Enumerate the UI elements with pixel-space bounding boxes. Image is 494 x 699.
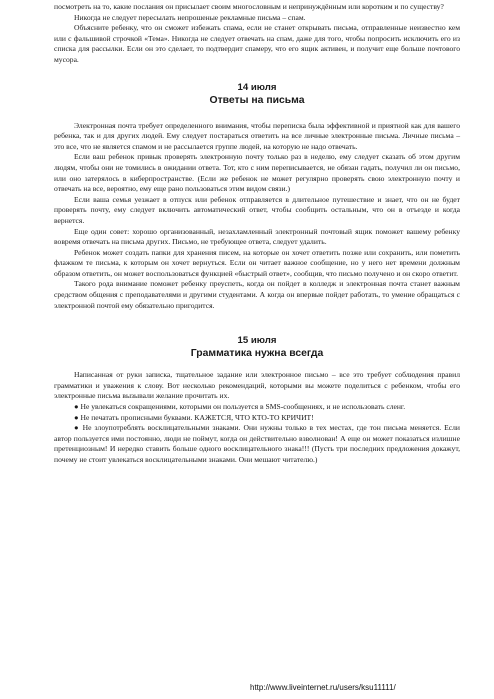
section-heading [54,335,460,360]
paragraph: Ребенок может создать папки для хранения писем, на которые он хочет ответить позже или сохранить, или пометить флажком те письма, к которым он хочет вернуться. Если он читает важное сообщение, но у него нет времени должным образом ответить, он может воспользоваться функцией «быстрый ответ», сообщив, что письмо получено и он скоро ответит. [54,247,460,278]
source-url: http://www.liveinternet.ru/users/ksu11111/ [250,683,396,692]
paragraph: Объясните ребенку, что он сможет избежать спама, если не станет открывать письма, отправленные неизвестно кем или с фальшивой строчкой «Тема». Никогда не следует отвечать на спам, даже для того, чтобы попросить исключить его из списка для рассылки. Если он это сделает, то подтвердит спамеру, что его ящик активен, и получит еще больше почтового мусора. [54,23,460,64]
section-date: 14 июля [237,81,277,93]
paragraph: Электронная почта требует определенного внимания, чтобы переписка была эффективной и приятной как для вашего ребенка, так и для других людей. Ему следует постараться ответить на все личные электронные письма. Личные письма – это все, что не является спамом и не рассылается группе людей, на которую не надо отвечать. [54,120,460,151]
paragraph: Такого рода внимание поможет ребенку преуспеть, когда он пойдет в колледж и электронная почта станет важным средством общения с преподавателями и другими студентами. А когда он впервые пойдет работать, то умение обращаться с электронной почтой ему обязательно пригодится. [54,279,460,310]
bullet-item: ● Не злоупотреблять восклицательными знаками. Они нужны только в тех местах, где тон письма меняется. Если автор пользуется ими постоянно, люди не поймут, когда он действительно взволнован! А еще он может показаться излишне претенциозным! И нередко ставить больше одного восклицательного знака!!! (Пусть три последних предложения докажут, почему не стоит увлекаться восклицательными знаками. Они мешают читателю.) [54,423,460,464]
section-title: Грамматика нужна всегда [190,348,324,360]
bullet-item: ● Не увлекаться сокращениями, которыми он пользуется в SMS-сообщениях, и не использовать сленг. [74,402,406,412]
section-heading [54,82,460,107]
section-title: Ответы на письма [209,94,305,106]
section-date: 15 июля [237,335,277,347]
paragraph: Написанная от руки записка, тщательное задание или электронное письмо – все это требует соблюдения правил грамматики и уважения к слову. Вот несколько рекомендаций, которыми вы можете поделиться с ребенком, чтобы его электронные письма вызывали желание прочитать их. [54,370,460,401]
paragraph: Никогда не следует пересылать непрошеные рекламные письма – спам. [74,12,306,22]
paragraph: Если ваша семья уезжает в отпуск или ребенок отправляется в длительное путешествие и знает, что он не будет проверять почту, ему следует включить автоматический ответ, чтобы сообщить остальным, что он в отъезде и когда вернется. [54,194,460,225]
paragraph: Если ваш ребенок привык проверять электронную почту только раз в неделю, ему следует сказать об этом другим людям, чтобы они не томились в ожидании ответа. Тот, кто с ним переписывается, не обязан гадать, получил ли он письмо, или оно затерялось в киберпространстве. (Если же ребенок не может регулярно проверять свою электронную почту и отвечать на все, вероятно, ему еще рано пользоваться этим видом связи.) [54,152,460,194]
paragraph: Еще один совет: хорошо организованный, незахламленный электронный почтовый ящик поможет вашему ребенку вовремя отвечать на письма других. Письмо, не требующее ответа, следует удалить. [54,226,460,247]
document-page [54,2,460,466]
paragraph: посмотреть на то, какие послания он присылает своим многословным и непринуждённым или коротким и по существу? [54,2,444,11]
bullet-item: ● Не печатать прописными буквами. КАЖЕТСЯ, ЧТО КТО-ТО КРИЧИТ! [74,412,314,422]
